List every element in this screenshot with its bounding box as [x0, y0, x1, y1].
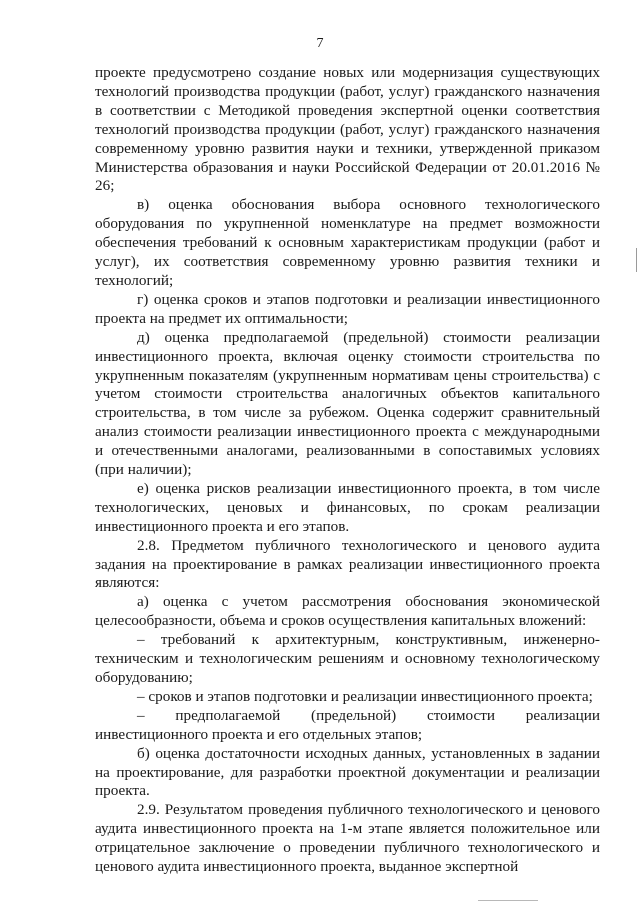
paragraph: – сроков и этапов подготовки и реализации инвестиционного проекта;	[137, 687, 593, 705]
paragraph: в) оценка обоснования выбора основного технологического оборудования по укрупненной номенклатуре на предмет возможности обеспечения требований к основным характеристикам продукции (работ и услуг), их соответствия современному уровню развития техники и технологий;	[95, 196, 600, 289]
paragraph: – предполагаемой (предельной) стоимости реализации инвестиционного проекта и его отдельных этапов;	[95, 706, 600, 743]
paragraph: – требований к архитектурным, конструктивным, инженерно-техническим и технологическим решениям и основному технологическому оборудованию;	[95, 631, 600, 686]
paragraph: г) оценка сроков и этапов подготовки и реализации инвестиционного проекта на предмет их оптимальности;	[95, 290, 600, 327]
paragraph: д) оценка предполагаемой (предельной) стоимости реализации инвестиционного проекта, включая оценку стоимости строительства по укрупненным показателям (укрупненным нормативам цены строительства) с учетом стоимости строительства аналогичных объектов капитального строительства, в том числе за рубежом. Оценка содержит сравнительный анализ стоимости реализации инвестиционного проекта с международными и отечественными аналогами, реализованными в сопоставимых условиях (при наличии);	[95, 328, 600, 479]
paragraph: 2.9. Результатом проведения публичного технологического и ценового аудита инвестиционного проекта на 1-м этапе является положительное или отрицательное заключение о проведении публичного технологического и ценового аудита инвестиционного проекта, выданное экспертной	[95, 801, 600, 876]
document-body	[95, 64, 600, 877]
paragraph: б) оценка достаточности исходных данных, установленных в задании на проектирование, для разработки проектной документации и реализации проекта.	[95, 744, 600, 800]
paragraph: проекте предусмотрено создание новых или модернизация существующих технологий производства продукции (работ, услуг) гражданского назначения в соответствии с Методикой проведения экспертной оценки соответствия технологий производства продукции (работ, услуг) гражданского назначения современному уровню развития науки и техники, утвержденной приказом Министерства образования и науки Российской Федерации от 20.01.2016 № 26;	[95, 64, 600, 195]
scan-artifact-line	[478, 900, 538, 901]
paragraph: 2.8. Предметом публичного технологического и ценового аудита задания на проектирование в рамках реализации инвестиционного проекта являются:	[95, 536, 600, 592]
scan-artifact-mark	[636, 248, 637, 272]
paragraph: а) оценка с учетом рассмотрения обоснования экономической целесообразности, объема и сроков осуществления капитальных вложений:	[95, 593, 600, 630]
paragraph: е) оценка рисков реализации инвестиционного проекта, в том числе технологических, ценовых и финансовых, по срокам реализации инвестиционного проекта и его этапов.	[95, 479, 600, 535]
page-number: 7	[316, 36, 324, 51]
